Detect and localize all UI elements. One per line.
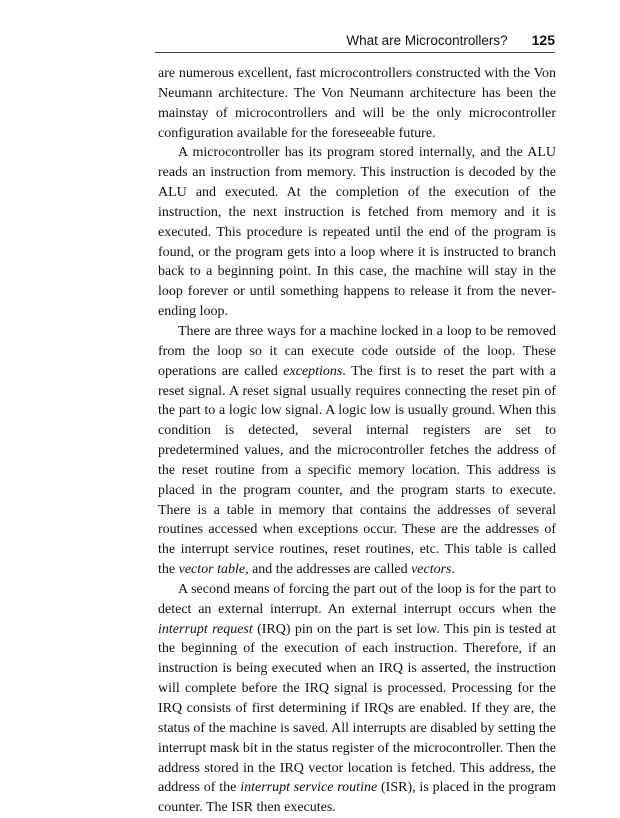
term-interrupt-service-routine: interrupt service routine [240,780,378,796]
term-vector-table: vector table [178,562,246,578]
term-interrupt-request: interrupt request [158,621,253,637]
text-segment: . [451,562,456,578]
text-segment: A microcontroller has its program stored internally, and the ALU reads an instruction from memory. This instruction is decoded by the ALU and executed. At the completion of the execution of the instruction, the next instruction is fetched from memory and it is executed. This procedure is repeated until the end of the program is found, or the program gets into a loop where it is instructed to branch back to a beginning point. In this case, the machine will stay in the loop forever or until something happens to release it from the never-ending loop. [158,145,556,320]
chapter-title: What are Microcontrollers? [346,33,508,48]
paragraph-3 [158,322,556,580]
running-header [155,32,555,53]
text-segment: , and the addresses are called [245,562,412,578]
paragraph-2 [158,143,556,322]
text-segment: A second means of forcing the part out of the loop is for the part to detect an external interrupt. An external interrupt occurs when the [158,581,556,617]
body-text [158,64,556,818]
text-segment: are numerous excellent, fast microcontrollers constructed with the Von Neumann architecture. The Von Neumann architecture has been the mainstay of microcontrollers and will be the only microcontroller configuration available for the foreseeable future. [158,66,556,141]
page-number: 125 [531,32,555,48]
text-segment: There are three ways for a machine locked in a loop to be removed from the loop so it can execute code outside of the loop. These operations are called [158,323,556,379]
paragraph-1 [158,64,556,143]
text-segment: . The first is to reset the part with a reset signal. A reset signal usually requires connecting the reset pin of the part to a logic low signal. A logic low is usually ground. When this condition is detected, several internal registers are set to predetermined values, and the microcontroller fetches the address of the reset routine from a specific memory location. This address is placed in the program counter, and the program starts to execute. There is a table in memory that contains the addresses of several routines accessed when exceptions occur. These are the addresses of the interrupt service routines, reset routines, etc. This table is called the [158,363,556,578]
paragraph-4 [158,580,556,818]
term-exceptions: exceptions [283,363,343,379]
text-segment: (ISR), is placed in the program counter. The ISR then executes. [158,780,556,816]
term-vectors: vectors [411,562,452,578]
text-segment: (IRQ) pin on the part is set low. This pin is tested at the beginning of the execution of each instruction. Therefore, if an instruction is being executed when an IRQ is asserted, the instruction will complete before the IRQ signal is processed. Processing for the IRQ consists of first determining if IRQs are enabled. If they are, the status of the machine is saved. All interrupts are disabled by setting the interrupt mask bit in the status register of the microcontroller. Then the address stored in the IRQ vector location is fetched. This address, the address of the [158,621,556,796]
